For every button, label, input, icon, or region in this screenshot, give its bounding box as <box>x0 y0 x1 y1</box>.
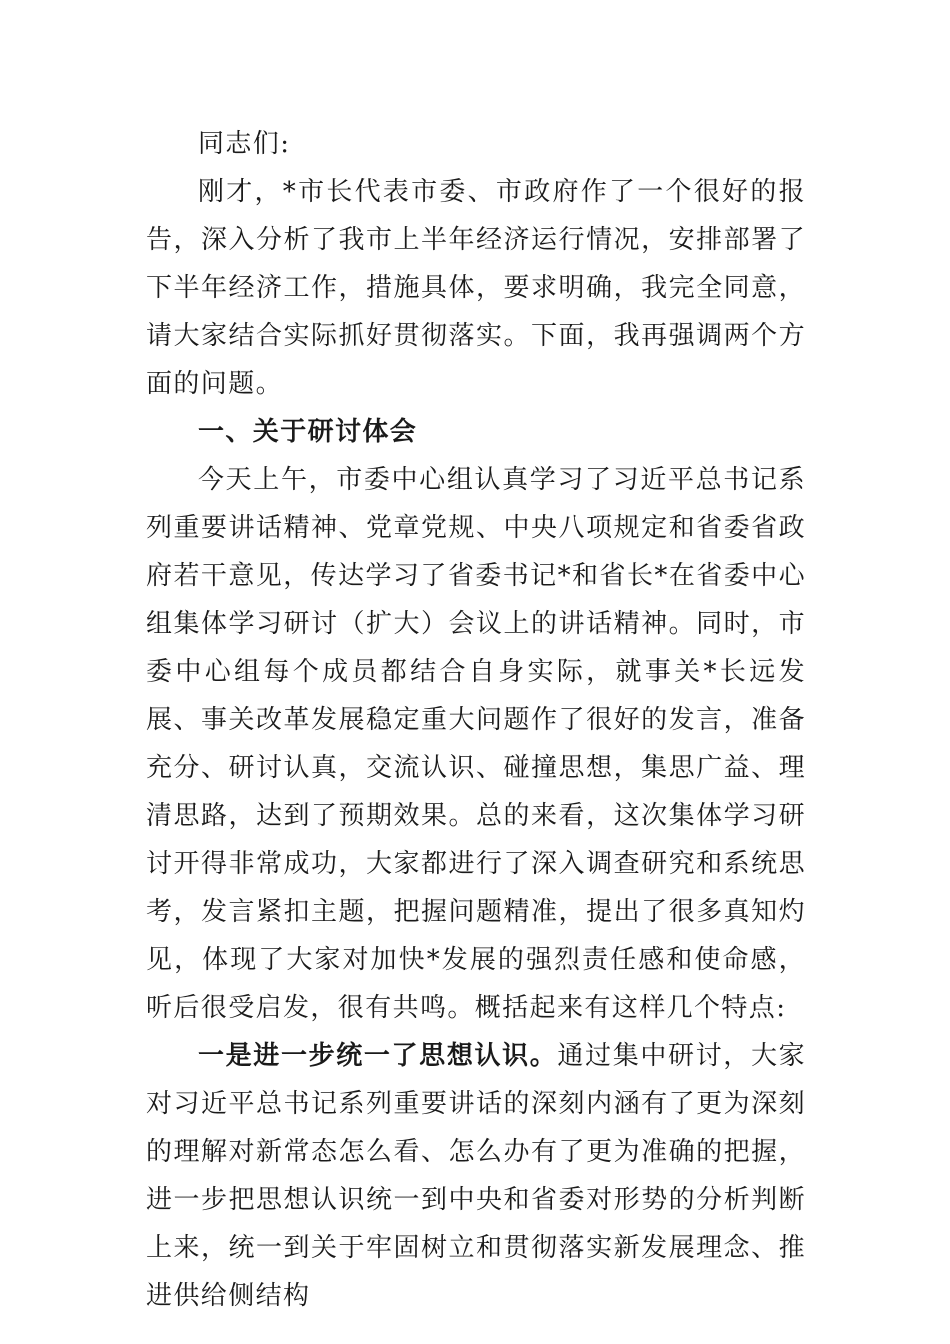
point-one-paragraph <box>146 1032 806 1320</box>
section-paragraph: 今天上午，市委中心组认真学习了习近平总书记系列重要讲话精神、党章党规、中央八项规定和省委省政府若干意见，传达学习了省委书记*和省长*在省委中心组集体学习研讨（扩大）会议上的讲话精神。同时，市委中心组每个成员都结合自身实际，就事关*长远发展、事关改革发展稳定重大问题作了很好的发言，准备充分、研讨认真，交流认识、碰撞思想，集思广益、理清思路，达到了预期效果。总的来看，这次集体学习研讨开得非常成功，大家都进行了深入调查研究和系统思考，发言紧扣主题，把握问题精准，提出了很多真知灼见，体现了大家对加快*发展的强烈责任感和使命感，听后很受启发，很有共鸣。概括起来有这样几个特点: <box>146 465 806 1023</box>
greeting: 同志们: <box>198 129 291 159</box>
document-body <box>146 120 806 1320</box>
point-one-lead: 一是进一步统一了思想认识。 <box>198 1041 558 1071</box>
intro-paragraph: 刚才，*市长代表市委、市政府作了一个很好的报告，深入分析了我市上半年经济运行情况，安排部署了下半年经济工作，措施具体，要求明确，我完全同意，请大家结合实际抓好贯彻落实。下面，我再强调两个方面的问题。 <box>146 177 806 399</box>
point-one-body: 通过集中研讨，大家对习近平总书记系列重要讲话的深刻内涵有了更为深刻的理解对新常态怎么看、怎么办有了更为准确的把握，进一步把思想认识统一到中央和省委对形势的分析判断上来，统一到关于牢固树立和贯彻落实新发展理念、推进供给侧结构 <box>146 1041 806 1311</box>
section-heading: 一、关于研讨体会 <box>198 417 418 447</box>
